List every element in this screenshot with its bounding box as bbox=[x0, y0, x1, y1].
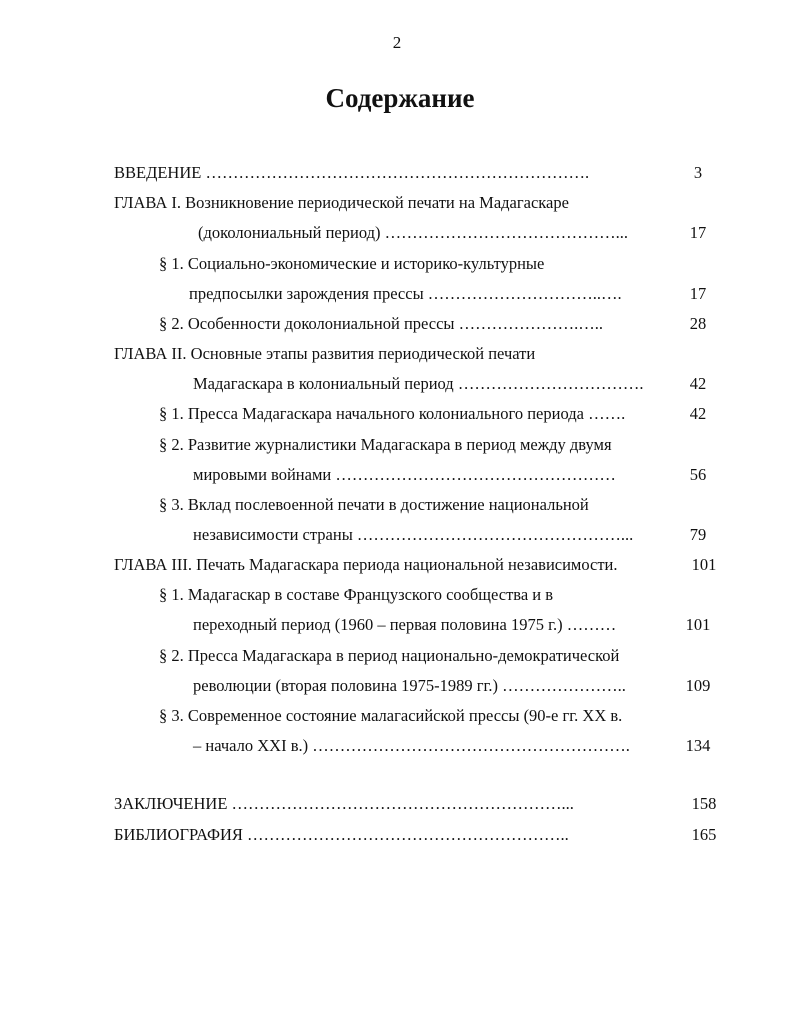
toc-entry-page: 101 bbox=[685, 615, 711, 634]
toc-entry-page: 134 bbox=[685, 736, 711, 755]
toc-entry-text: БИБЛИОГРАФИЯ ………………………………………………….. bbox=[114, 825, 569, 844]
toc-entry-chapter-3-section-2-cont bbox=[193, 673, 738, 699]
toc-entry-chapter-3-section-3-cont bbox=[193, 733, 738, 759]
toc-entry-text: § 3. Вклад послевоенной печати в достижение национальной bbox=[159, 495, 589, 514]
toc-entry-text: ГЛАВА III. Печать Мадагаскара периода национальной независимости. bbox=[114, 555, 618, 574]
toc-entry-text: предпосылки зарождения прессы …………………………..…. bbox=[189, 284, 622, 303]
toc-entry-chapter-2 bbox=[114, 341, 734, 367]
toc-entry-text: ЗАКЛЮЧЕНИЕ ……………………………………………………... bbox=[114, 794, 574, 813]
toc-entry-text: мировыми войнами …………………………………………… bbox=[193, 465, 616, 484]
toc-entry-text: § 2. Пресса Мадагаскара в период национально-демократической bbox=[159, 646, 620, 665]
toc-entry-page: 56 bbox=[689, 465, 707, 484]
toc-entry-chapter-3 bbox=[114, 552, 739, 578]
toc-entry-page: 79 bbox=[689, 525, 707, 544]
toc-entry-chapter-2-section-1 bbox=[159, 401, 739, 427]
toc-entry-chapter-1 bbox=[114, 190, 734, 216]
toc-entry-chapter-2-section-3 bbox=[159, 492, 739, 518]
toc-entry-page: 42 bbox=[689, 404, 707, 423]
toc-entry-text: ГЛАВА II. Основные этапы развития периодической печати bbox=[114, 344, 536, 363]
toc-entry-chapter-1-cont bbox=[198, 220, 738, 246]
toc-entry-text: § 1. Социально-экономические и историко-культурные bbox=[159, 254, 545, 273]
toc-entry-page: 109 bbox=[685, 676, 711, 695]
toc-entry-chapter-3-section-1-cont bbox=[193, 612, 738, 638]
toc-entry-page: 165 bbox=[691, 825, 717, 844]
toc-entry-chapter-3-section-3 bbox=[159, 703, 739, 729]
toc-entry-page: 42 bbox=[689, 374, 707, 393]
toc-entry-text: § 2. Особенности доколониальной прессы ………………….….. bbox=[159, 314, 603, 333]
toc-entry-page: 17 bbox=[689, 223, 707, 242]
toc-entry-page: 28 bbox=[689, 314, 707, 333]
page-title: Содержание bbox=[325, 83, 475, 113]
toc-entry-text: независимости страны …………………………………………... bbox=[193, 525, 634, 544]
toc-entry-chapter-1-section-2 bbox=[159, 311, 739, 337]
toc-entry-bibliography bbox=[114, 822, 739, 848]
toc-entry-chapter-3-section-2 bbox=[159, 643, 739, 669]
page-number: 2 bbox=[392, 33, 402, 52]
toc-entry-chapter-2-section-2 bbox=[159, 432, 739, 458]
toc-entry-text: ВВЕДЕНИЕ ……………………………………………………………. bbox=[114, 163, 590, 182]
toc-entry-page: 17 bbox=[689, 284, 707, 303]
toc-entry-chapter-1-section-1 bbox=[159, 251, 739, 277]
toc-entry-chapter-3-section-1 bbox=[159, 582, 739, 608]
toc-entry-conclusion bbox=[114, 791, 739, 817]
toc-entry-text: § 1. Мадагаскар в составе Французского сообщества и в bbox=[159, 585, 554, 604]
toc-entry-introduction bbox=[114, 160, 794, 186]
toc-entry-text: § 2. Развитие журналистики Мадагаскара в период между двумя bbox=[159, 435, 612, 454]
toc-entry-chapter-2-cont bbox=[193, 371, 738, 397]
toc-entry-chapter-2-section-3-cont bbox=[193, 522, 738, 548]
toc-entry-page: 3 bbox=[693, 163, 703, 182]
toc-entry-text: ГЛАВА I. Возникновение периодической печати на Мадагаскаре bbox=[114, 193, 569, 212]
toc-entry-text: революции (вторая половина 1975-1989 гг.) ………………….. bbox=[193, 676, 626, 695]
toc-entry-chapter-2-section-2-cont bbox=[193, 462, 738, 488]
toc-entry-text: § 3. Современное состояние малагасийской прессы (90-е гг. XX в. bbox=[159, 706, 623, 725]
toc-entry-page: 158 bbox=[691, 794, 717, 813]
toc-entry-text: § 1. Пресса Мадагаскара начального колониального периода ……. bbox=[159, 404, 626, 423]
toc-entry-text: (доколониальный период) ……………………………………... bbox=[198, 223, 628, 242]
toc-entry-text: переходный период (1960 – первая половина 1975 г.) ……… bbox=[193, 615, 617, 634]
toc-entry-text: – начало XXI в.) …………………………………………………. bbox=[193, 736, 630, 755]
toc-entry-page: 101 bbox=[691, 555, 717, 574]
toc-entry-text: Мадагаскара в колониальный период ……………………………. bbox=[193, 374, 644, 393]
toc-entry-chapter-1-section-1-cont bbox=[189, 281, 739, 307]
